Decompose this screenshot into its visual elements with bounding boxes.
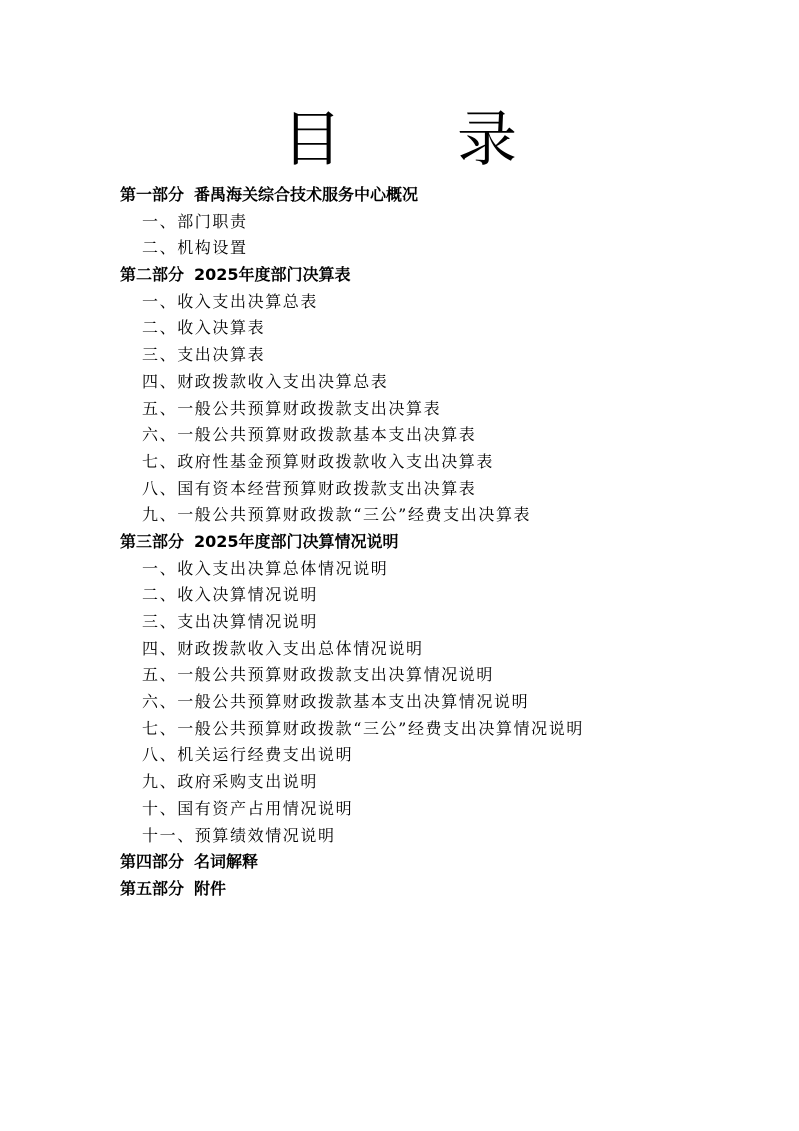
toc-item-label: 四、财政拨款收入支出决算总表 [142,371,389,391]
toc-item-label: 六、一般公共预算财政拨款基本支出决算表 [142,425,477,445]
toc-item [120,342,780,369]
table-of-contents [120,182,780,903]
toc-item [120,742,780,769]
toc-item-label: 一、收入支出决算总体情况说明 [142,558,389,578]
toc-part-heading [120,262,780,289]
toc-item [120,449,780,476]
toc-item-label: 二、机构设置 [142,238,248,258]
toc-item [120,289,780,316]
toc-item [120,796,780,823]
toc-part-heading [120,182,780,209]
toc-item [120,235,780,262]
toc-part-heading [120,849,780,876]
toc-part-heading [120,529,780,556]
toc-part-title: 2025年度部门决算表 [194,265,351,285]
toc-part-number: 第五部分 [120,878,185,898]
toc-part-title: 2025年度部门决算情况说明 [194,531,399,551]
toc-part-number: 第一部分 [120,185,185,204]
toc-item-label: 五、一般公共预算财政拨款支出决算表 [142,398,442,418]
toc-item-label: 七、一般公共预算财政拨款“三公”经费支出决算情况说明 [142,718,584,738]
toc-item-label: 四、财政拨款收入支出总体情况说明 [142,638,424,658]
toc-item-label: 十一、预算绩效情况说明 [142,825,336,845]
toc-part-heading [120,876,780,903]
toc-item [120,716,780,743]
toc-item [120,769,780,796]
toc-item-label: 三、支出决算表 [142,345,266,365]
toc-item-label: 一、部门职责 [142,211,248,231]
toc-item [120,476,780,503]
toc-part-title: 名词解释 [194,852,259,872]
toc-item [120,396,780,423]
toc-part-number: 第四部分 [120,852,185,872]
toc-item [120,422,780,449]
toc-item [120,209,780,236]
toc-item [120,636,780,663]
toc-item-label: 七、政府性基金预算财政拨款收入支出决算表 [142,451,495,471]
page-title: 目 录 [281,105,566,175]
toc-item-label: 八、国有资本经营预算财政拨款支出决算表 [142,478,477,498]
toc-item [120,369,780,396]
toc-item-label: 十、国有资产占用情况说明 [142,798,354,818]
toc-item-label: 九、一般公共预算财政拨款“三公”经费支出决算表 [142,505,532,525]
toc-item [120,502,780,529]
toc-item [120,689,780,716]
toc-item [120,556,780,583]
toc-part-number: 第三部分 [120,531,185,551]
toc-item-label: 九、政府采购支出说明 [142,772,319,792]
toc-item-label: 二、收入决算表 [142,318,266,338]
toc-part-title: 番禺海关综合技术服务中心概况 [194,185,419,204]
toc-item [120,823,780,850]
toc-item-label: 五、一般公共预算财政拨款支出决算情况说明 [142,665,495,685]
toc-item-label: 一、收入支出决算总表 [142,291,319,311]
toc-item-label: 八、机关运行经费支出说明 [142,745,354,765]
toc-item-label: 三、支出决算情况说明 [142,612,319,631]
toc-item [120,582,780,609]
toc-item [120,609,780,636]
toc-item-label: 六、一般公共预算财政拨款基本支出决算情况说明 [142,692,530,712]
toc-item [120,315,780,342]
toc-item-label: 二、收入决算情况说明 [142,585,319,605]
toc-part-number: 第二部分 [120,265,185,285]
toc-item [120,662,780,689]
toc-part-title: 附件 [194,878,227,898]
